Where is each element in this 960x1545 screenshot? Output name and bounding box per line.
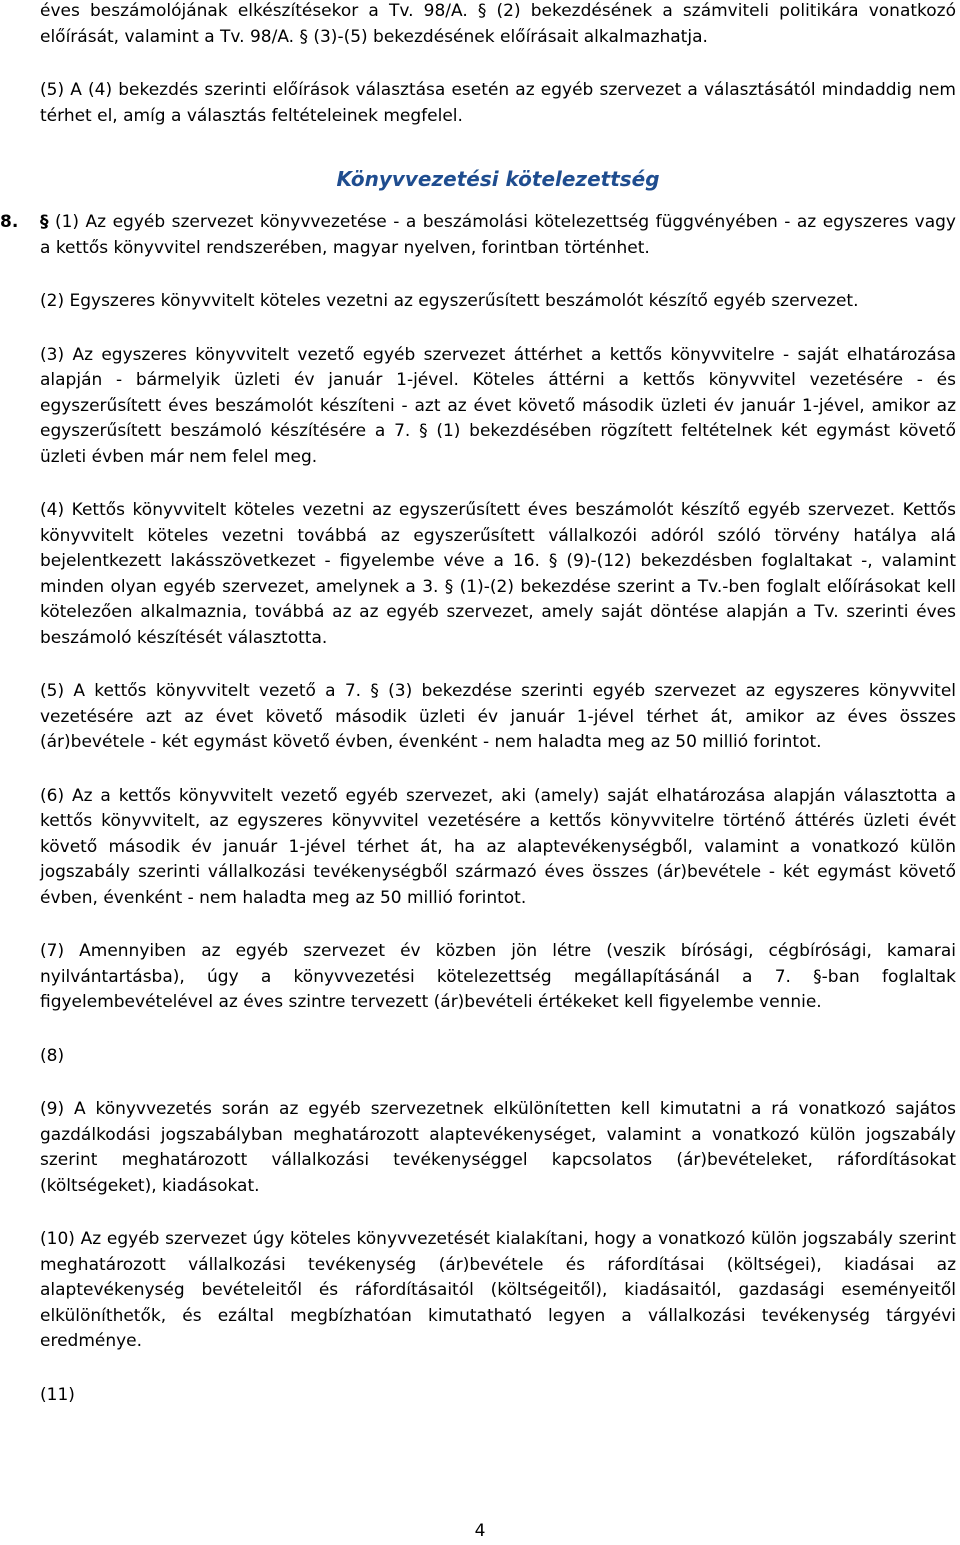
paragraph-5: (5) A (4) bekezdés szerinti előírások választása esetén az egyéb szervezet a választásától mindaddig nem térhet el, amíg a választás feltételeinek megfelel. (40, 80, 956, 126)
paragraph-8: (8) (40, 1045, 65, 1066)
paragraph-7: (7) Amennyiben az egyéb szervezet év közben jön létre (veszik bírósági, cégbírósági, kamarai nyilvántartásba), úgy a könyvvezetési kötelezettség megállapításánál a 7. §-ban foglaltak figyelembevételével az éves szintre tervezett (ár)bevételi értékeket kell figyelembe vennie. (40, 941, 956, 1012)
paragraph-3: (3) Az egyszeres könyvvitelt vezető egyéb szervezet áttérhet a kettős könyvvitelre - saját elhatározása alapján - bármelyik üzleti év január 1-jével. Köteles áttérni a kettős könyvvitel vezetésére - és egyszerűsített éves beszámolót készíteni - azt az évet követő második üzleti év január 1-jével, amikor az egyszerűsített beszámoló készítésére a 7. § (1) bekezdésében rögzített feltételnek két egymást követő üzleti évben már nem felel meg. (40, 344, 956, 467)
paragraph-6: (6) Az a kettős könyvvitelt vezető egyéb szervezet, aki (amely) saját elhatározása alapján választotta a kettős könyvvitelt, az egyszeres könyvvitel vezetésére a kettős könyvvitelre történő áttérés üzleti évét követő második év január 1-jével térhet át, ha az alaptevékenységből, valamint a vonatkozó külön jogszabály szerinti vállalkozási tevékenységből származó éves összes (ár)bevétele - két egymást követő évben, évenként - nem haladta meg az 50 millió forintot. (40, 785, 956, 908)
paragraph-continuation: éves beszámolójának elkészítésekor a Tv. 98/A. § (2) bekezdésének a számviteli politikára vonatkozó előírását, valamint a Tv. 98/A. § (3)-(5) bekezdésének előírásait alkalmazhatja. (40, 1, 956, 47)
paragraph-9: (9) A könyvvezetés során az egyéb szervezetnek elkülönítetten kell kimutatni a rá vonatkozó sajátos gazdálkodási jogszabályban meghatározott alaptevékenységet, valamint a vonatkozó külön jogszabály szerint meghatározott vállalkozási tevékenységgel kapcsolatos (ár)bevételeket, ráfordításokat (költségeket), kiadásokat. (40, 1099, 956, 1196)
section-8-paragraph-1 (0, 210, 956, 261)
paragraph-symbol: § (40, 212, 49, 232)
paragraph-11: (11) (40, 1384, 75, 1405)
section-number: 8. (0, 212, 19, 232)
page-number: 4 (474, 1521, 486, 1541)
paragraph-2: (2) Egyszeres könyvvitelt köteles vezetni az egyszerűsített beszámolót készítő egyéb szervezet. (40, 291, 859, 311)
section-first-text: (1) Az egyéb szervezet könyvvezetése - a beszámolási kötelezettség függvényében - az egyszeres vagy a kettős könyvvitel rendszerében, magyar nyelven, forintban történhet. (40, 212, 956, 258)
paragraph-4: (4) Kettős könyvvitelt köteles vezetni az egyszerűsített éves beszámolót készítő egyéb szervezet. Kettős könyvvitelt köteles vezetni továbbá az egyszerűsített vállalkozói adóról szóló törvény hatálya alá bejelentkezett lakásszövetkezet - figyelembe véve a 16. § (9)-(12) bekezdésben foglaltakat -, valamint minden olyan egyéb szervezet, amelynek a 3. § (1)-(2) bekezdése szerint a Tv.-ben foglalt előírásokat kell kötelezően alkalmaznia, továbbá az az egyéb szervezet, amely saját döntése alapján a Tv. szerinti éves beszámoló készítését választotta. (40, 500, 956, 648)
section-heading: Könyvvezetési kötelezettség (336, 167, 660, 191)
paragraph-5b: (5) A kettős könyvvitelt vezető a 7. § (3) bekezdése szerinti egyéb szervezet az egyszeres könyvvitel vezetésére azt az évet követő második üzleti év január 1-jével térhet át, amikor az éves összes (ár)bevétele - két egymást követő évben, évenként - nem haladta meg az 50 millió forintot. (40, 681, 956, 752)
paragraph-10: (10) Az egyéb szervezet úgy köteles könyvvezetését kialakítani, hogy a vonatkozó külön jogszabály szerint meghatározott vállalkozási tevékenység (ár)bevétele és ráfordításai (költségei), kiadásai az alaptevékenység bevételeitől és ráfordításaitól (költségeitől), kiadásaitól, gazdasági eseményeitől elkülöníthetők, és ezáltal megbízhatóan kimutatható legyen a vállalkozási tevékenység tárgyévi eredménye. (40, 1229, 956, 1351)
